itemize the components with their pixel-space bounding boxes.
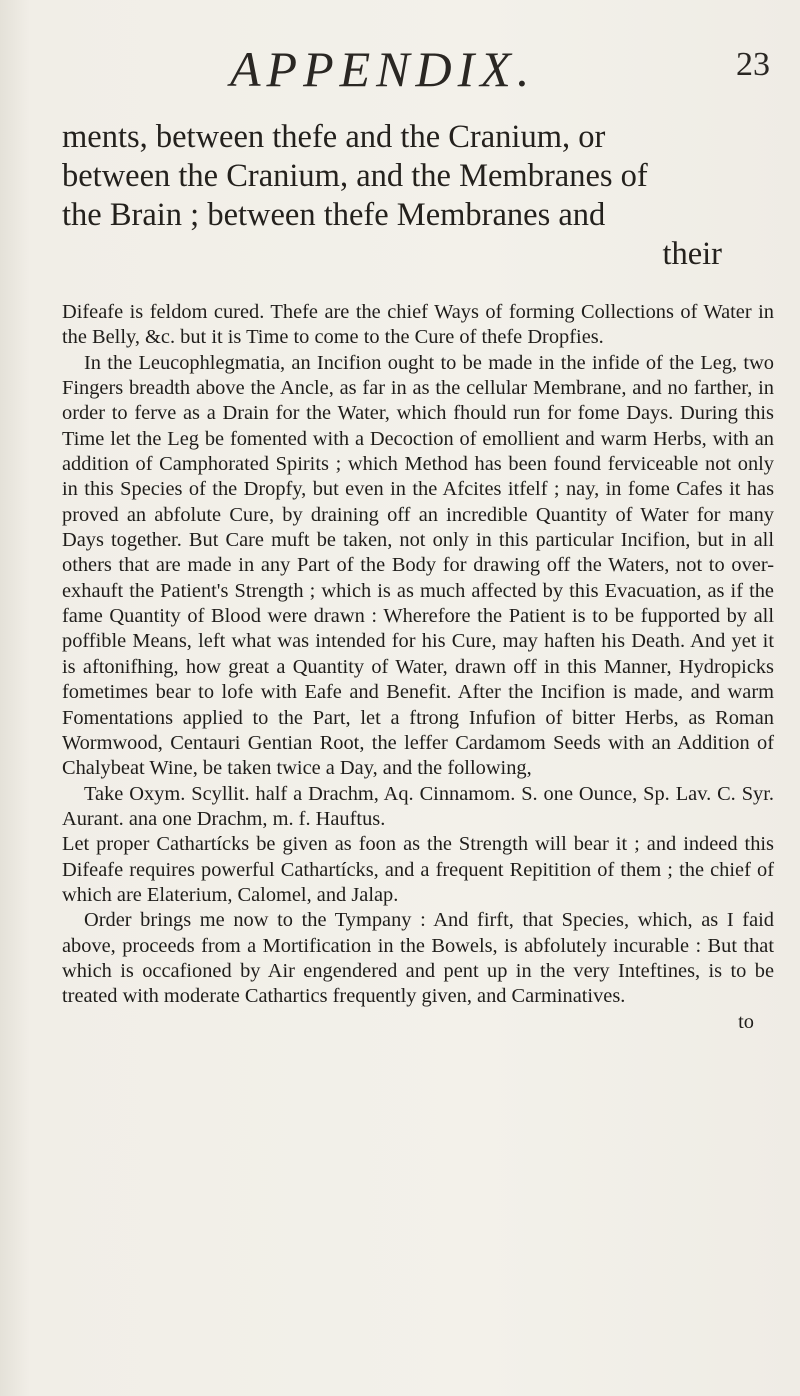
- continuation-line: ments, between thefe and the Cranium, or: [62, 119, 606, 155]
- paragraph: Difeafe is feldom cured. Thefe are the chief Ways of forming Collections of Water in the Belly, &c. but it is Time to come to the Cure of thefe Dropfies.: [62, 301, 774, 349]
- continuation-line: the Brain ; between thefe Membranes and: [62, 197, 606, 233]
- running-head: APPENDIX.: [230, 41, 536, 97]
- paragraph: In the Leucophlegmatia, an Incifion ought to be made in the infide of the Leg, two Fingers breadth above the Ancle, as far in as the cellular Membrane, and no farther, in order to ferve as a Drain for the Water, which fhould run for fome Days. During this Time let the Leg be fomented with a Decoction of emollient and warm Herbs, with an addition of Camphorated Spirits ; which Method has been found ferviceable not only in this Species of the Dropfy, but even in the Afcites itfelf ; nay, in fome Cafes it has proved an abfolute Cure, by draining off an incredible Quantity of Water for many Days together. But Care muft be taken, not only in this particular Incifion, but in all others that are made in any Part of the Body for drawing off the Waters, not to over-exhauft the Patient's Strength ; which is as much affected by this Evacuation, as if the fame Quantity of Blood were drawn : Wherefore the Patient is to be fupported by all poffible Means, left what was intended for his Cure, may haften his Death. And yet it is aftonifhing, how great a Quantity of Water, drawn off in this Manner, Hydropicks fometimes bear to lofe with Eafe and Benefit. After the Incifion is made, and warm Fomentations applied to the Part, let a ftrong Infufion of bitter Herbs, as Roman Wormwood, Centauri Gentian Root, the leffer Cardamom Seeds with an Addition of Chalybeat Wine, be taken twice a Day, and the following,: [62, 351, 774, 780]
- continuation-line: between the Cranium, and the Membranes of: [62, 158, 648, 194]
- paragraph: Let proper Cathartícks be given as foon as the Strength will bear it ; and indeed this Difeafe requires powerful Cathartícks, and a frequent Repitition of them ; the chief of which are Elaterium, Calomel, and Jalap.: [62, 833, 774, 906]
- prescription-paragraph: Take Oxym. Scyllit. half a Drachm, Aq. Cinnamom. S. one Ounce, Sp. Lav. C. Syr. Aurant. ana one Drachm, m. f. Hauftus.: [62, 782, 774, 830]
- page-number: 23: [736, 46, 770, 83]
- continuation-line: their: [662, 236, 722, 272]
- paragraph: Order brings me now to the Tympany : And firft, that Species, which, as I faid above, proceeds from a Mortification in the Bowels, is abfolutely incurable : But that which is occafioned by Air engendered and pent up in the very Inteftines, is to be treated with moderate Cathartics frequently given, and Carminatives.: [62, 909, 774, 1008]
- body-text: [62, 300, 774, 1035]
- catchword: to: [738, 1010, 754, 1033]
- page-header: [0, 40, 800, 110]
- large-type-continuation: [62, 118, 762, 274]
